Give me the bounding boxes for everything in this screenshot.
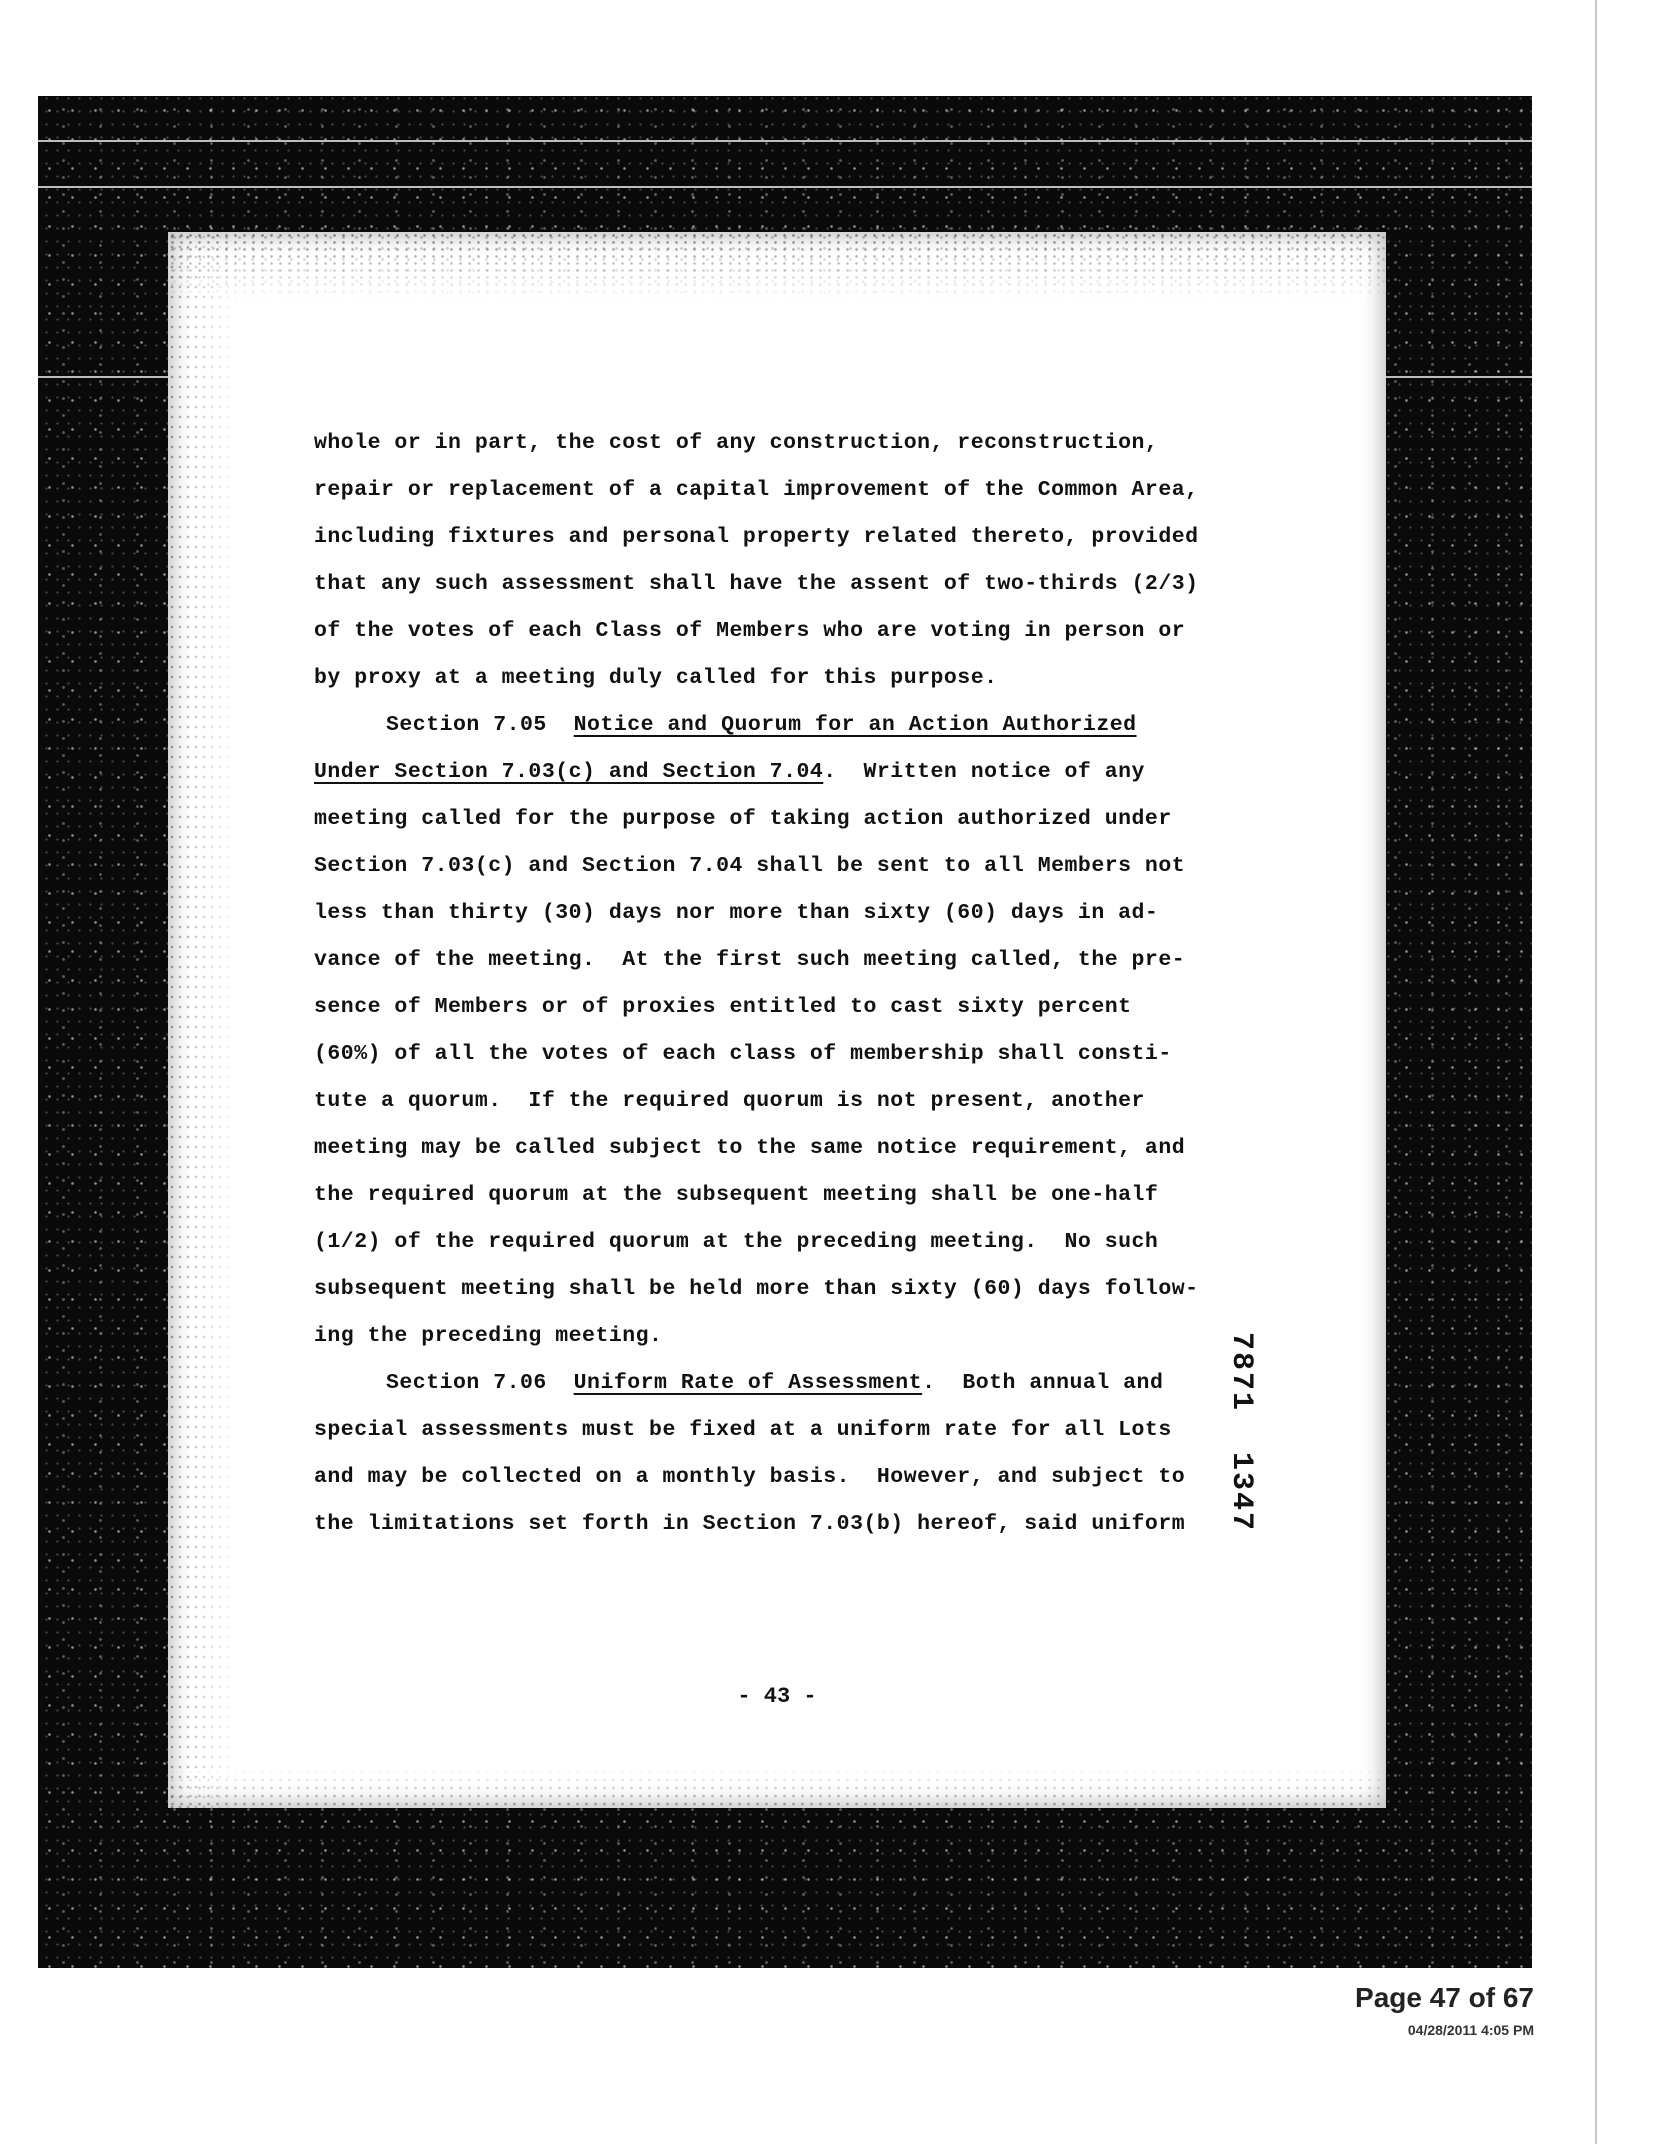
- section-heading-part1: Notice and Quorum for an Action Authorized: [573, 713, 1137, 737]
- text-line: the limitations set forth in Section 7.03(b) hereof, said uniform: [314, 1512, 1186, 1536]
- text-line: repair or replacement of a capital improvement of the Common Area,: [314, 478, 1199, 502]
- text-line: vance of the meeting. At the first such meeting called, the pre-: [314, 948, 1186, 972]
- text-line: Section 7.03(c) and Section 7.04 shall be sent to all Members not: [314, 854, 1186, 878]
- scan-band: [38, 186, 1532, 188]
- text-line: meeting may be called subject to the same notice requirement, and: [314, 1136, 1186, 1160]
- text-line: sence of Members or of proxies entitled to cast sixty percent: [314, 995, 1132, 1019]
- print-timestamp: 04/28/2011 4:05 PM: [1407, 2022, 1534, 2038]
- document-body: [314, 420, 1294, 1548]
- text-line: (1/2) of the required quorum at the preceding meeting. No such: [314, 1230, 1159, 1254]
- scan-band: [38, 140, 1532, 142]
- page-number: - 43 -: [737, 1684, 817, 1709]
- recording-book-page-number: 7871 1347: [1224, 1332, 1258, 1533]
- section-7-05-heading: [314, 702, 1294, 749]
- text-line: less than thirty (30) days nor more than sixty (60) days in ad-: [314, 901, 1159, 925]
- viewer-right-divider: [1595, 0, 1597, 2144]
- section-heading-part2: Under Section 7.03(c) and Section 7.04: [314, 760, 824, 784]
- text-line: and may be collected on a monthly basis. However, and subject to: [314, 1465, 1186, 1489]
- text-line: including fixtures and personal property related thereto, provided: [314, 525, 1199, 549]
- section-label: Section 7.06: [386, 1371, 547, 1395]
- text-line: that any such assessment shall have the assent of two-thirds (2/3): [314, 572, 1199, 596]
- text-line: meeting called for the purpose of taking action authorized under: [314, 807, 1172, 831]
- text-segment: Written notice of any: [836, 760, 1145, 784]
- scan-noise-bottom: [168, 1768, 1386, 1808]
- text-segment: . Both annual and: [922, 1371, 1164, 1395]
- section-7-06-heading: [314, 1360, 1294, 1407]
- text-line: the required quorum at the subsequent meeting shall be one-half: [314, 1183, 1159, 1207]
- text-line: (60%) of all the votes of each class of membership shall consti-: [314, 1042, 1172, 1066]
- page-count-label: Page 47 of 67: [1355, 1982, 1534, 2013]
- heading-period: .: [823, 760, 837, 784]
- text-line: ing the preceding meeting.: [314, 1324, 663, 1348]
- section-heading: Uniform Rate of Assessment: [573, 1371, 923, 1395]
- section-7-05-heading-cont: [314, 749, 1294, 796]
- section-label: Section 7.05: [386, 713, 547, 737]
- text-line: of the votes of each Class of Members who are voting in person or: [314, 619, 1186, 643]
- text-line: by proxy at a meeting duly called for this purpose.: [314, 666, 998, 690]
- document-page: [168, 232, 1386, 1808]
- text-line: special assessments must be fixed at a uniform rate for all Lots: [314, 1418, 1172, 1442]
- scan-noise-left: [168, 232, 238, 1808]
- text-line: subsequent meeting shall be held more than sixty (60) days follow-: [314, 1277, 1199, 1301]
- text-line: whole or in part, the cost of any construction, reconstruction,: [314, 431, 1159, 455]
- text-line: tute a quorum. If the required quorum is not present, another: [314, 1089, 1145, 1113]
- scan-noise-top: [168, 232, 1386, 302]
